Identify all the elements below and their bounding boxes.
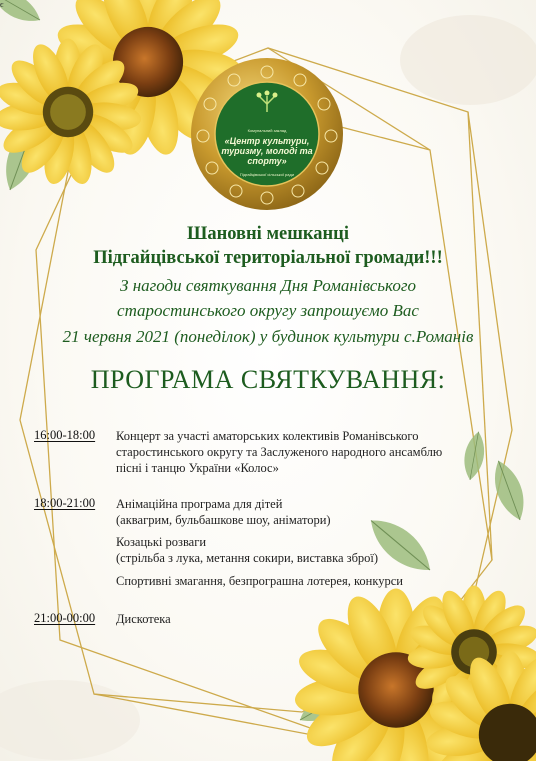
schedule-item bbox=[116, 534, 378, 566]
intro-line-1: З нагоди святкування Дня Романівського bbox=[120, 276, 416, 295]
schedule-line: (стрільба з лука, метання сокири, виставка зброї) bbox=[116, 551, 379, 565]
schedule-line: старостинського округу та Заслуженого народного ансамблю bbox=[116, 445, 443, 459]
heading-line-1: Шановні мешканці bbox=[187, 224, 349, 244]
schedule-line: Дискотека bbox=[116, 612, 171, 626]
schedule-time: 18:00-21:00 bbox=[34, 496, 96, 510]
schedule-line: Концерт за участі аматорських колективів Романівського bbox=[116, 429, 419, 443]
emblem bbox=[191, 58, 343, 210]
intro-line-3: 21 червня 2021 (понеділок) у будинок культури с.Романів bbox=[62, 327, 474, 346]
schedule-time: 21:00-00:00 bbox=[34, 611, 96, 625]
program-title: ПРОГРАМА СВЯТКУВАННЯ: bbox=[90, 365, 446, 394]
schedule-item bbox=[116, 573, 403, 589]
emblem-top-text: Комунальний заклад bbox=[247, 128, 287, 133]
schedule-line: пісні і танцю України «Колос» bbox=[116, 461, 279, 475]
schedule-item bbox=[116, 496, 331, 528]
corner-mark: є bbox=[0, 0, 4, 9]
schedule-line: Козацькі розваги bbox=[116, 535, 207, 549]
heading-line-2: Підгайцівської територіальної громади!!! bbox=[93, 248, 443, 268]
emblem-sub-text: Підгайцівської сільської ради bbox=[239, 172, 295, 177]
emblem-main-text: «Центр культури, туризму, молоді та спорту» bbox=[221, 136, 313, 166]
schedule-line: Спортивні змагання, безпрограшна лотерея, конкурси bbox=[116, 574, 403, 588]
schedule-time: 16:00-18:00 bbox=[34, 428, 96, 442]
schedule-item bbox=[116, 611, 171, 627]
intro-line-2: старостинського округу запрошуємо Вас bbox=[117, 301, 419, 320]
schedule-item bbox=[116, 428, 442, 476]
schedule-line: Анімаційна програма для дітей bbox=[116, 497, 283, 511]
schedule-line: (аквагрим, бульбашкове шоу, аніматори) bbox=[116, 513, 331, 527]
